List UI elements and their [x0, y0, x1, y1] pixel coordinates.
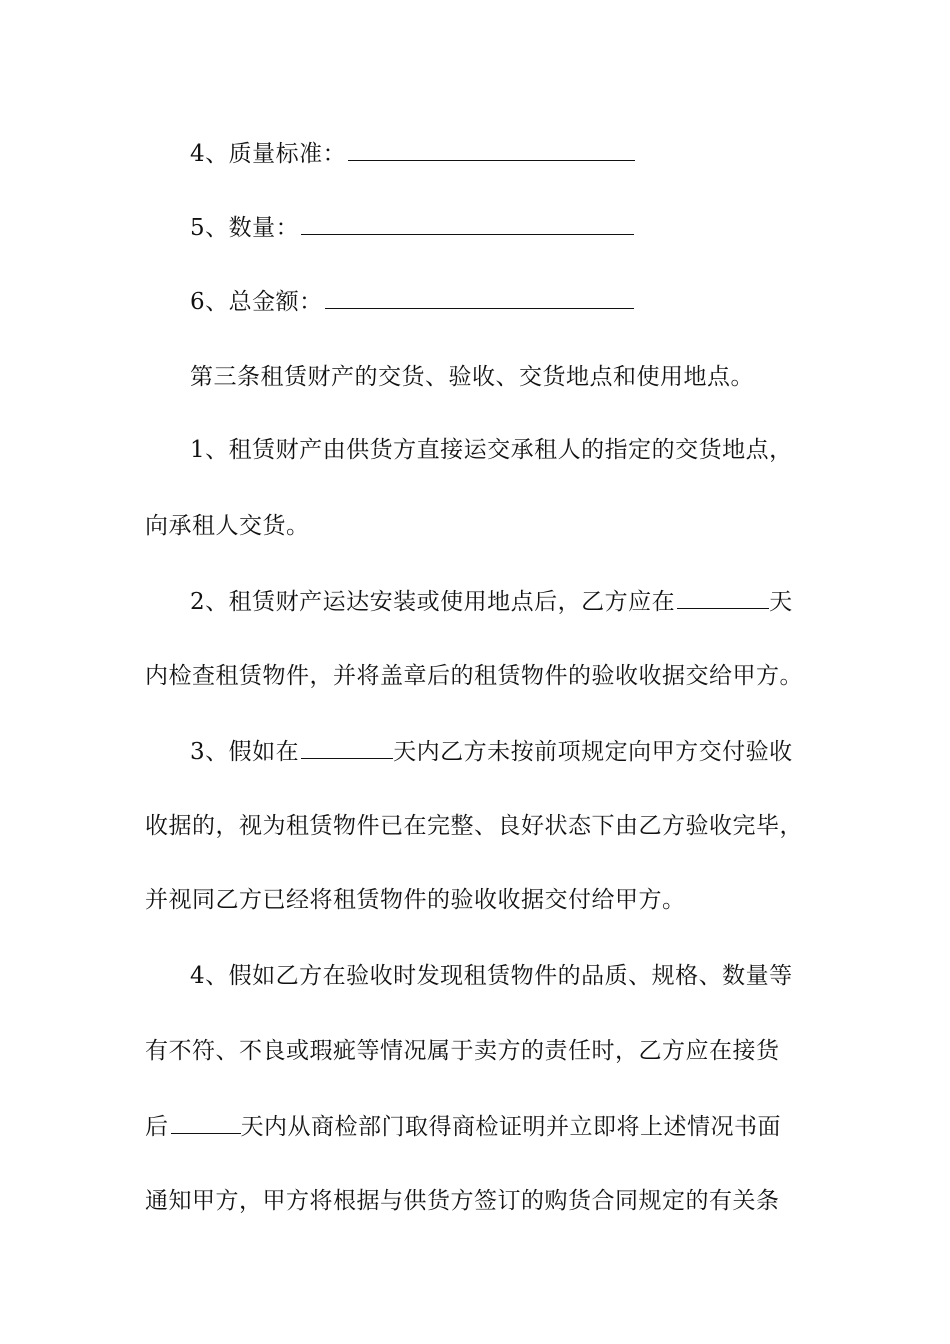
paragraph-4-line-4: 通知甲方，甲方将根据与供货方签订的购货合同规定的有关条 [145, 1188, 780, 1214]
paragraph-2-pre: 2、租赁财产运达安装或使用地点后，乙方应在 [190, 589, 676, 615]
paragraph-4-pre: 后 [145, 1114, 169, 1140]
quality-standard-blank [348, 138, 635, 161]
paragraph-4-post: 天内从商检部门取得商检证明并立即将上述情况书面 [240, 1114, 781, 1140]
days-blank-2 [301, 736, 393, 759]
quantity-label: 5、数量： [190, 215, 300, 241]
paragraph-3-line-3: 并视同乙方已经将租赁物件的验收收据交付给甲方。 [145, 887, 686, 913]
article-3-heading: 第三条租赁财产的交货、验收、交货地点和使用地点。 [190, 364, 754, 390]
paragraph-3-pre: 3、假如在 [190, 739, 300, 765]
total-amount-line [190, 286, 634, 317]
paragraph-2-post: 天 [769, 589, 793, 615]
quality-standard-label: 4、质量标准： [190, 141, 347, 167]
quality-standard-line [190, 138, 635, 169]
paragraph-2-line-2: 内检查租赁物件，并将盖章后的租赁物件的验收收据交给甲方。 [145, 663, 803, 689]
total-amount-blank [325, 286, 634, 309]
paragraph-2-line-1 [190, 586, 793, 617]
total-amount-label: 6、总金额： [190, 289, 323, 315]
paragraph-4-line-2: 有不符、不良或瑕疵等情况属于卖方的责任时，乙方应在接货 [145, 1038, 780, 1064]
days-blank-3 [171, 1111, 241, 1134]
paragraph-3-post: 天内乙方未按前项规定向甲方交付验收 [393, 739, 793, 765]
quantity-blank [301, 212, 634, 235]
paragraph-3-line-2: 收据的，视为租赁物件已在完整、良好状态下由乙方验收完毕， [145, 813, 803, 839]
paragraph-3-line-1 [190, 736, 793, 767]
paragraph-1-line-2: 向承租人交货。 [145, 513, 310, 539]
paragraph-4-line-1: 4、假如乙方在验收时发现租赁物件的品质、规格、数量等 [190, 963, 793, 989]
paragraph-4-line-3 [145, 1111, 781, 1142]
paragraph-1-line-1: 1、租赁财产由供货方直接运交承租人的指定的交货地点， [190, 437, 793, 463]
quantity-line [190, 212, 634, 243]
days-blank-1 [677, 586, 769, 609]
